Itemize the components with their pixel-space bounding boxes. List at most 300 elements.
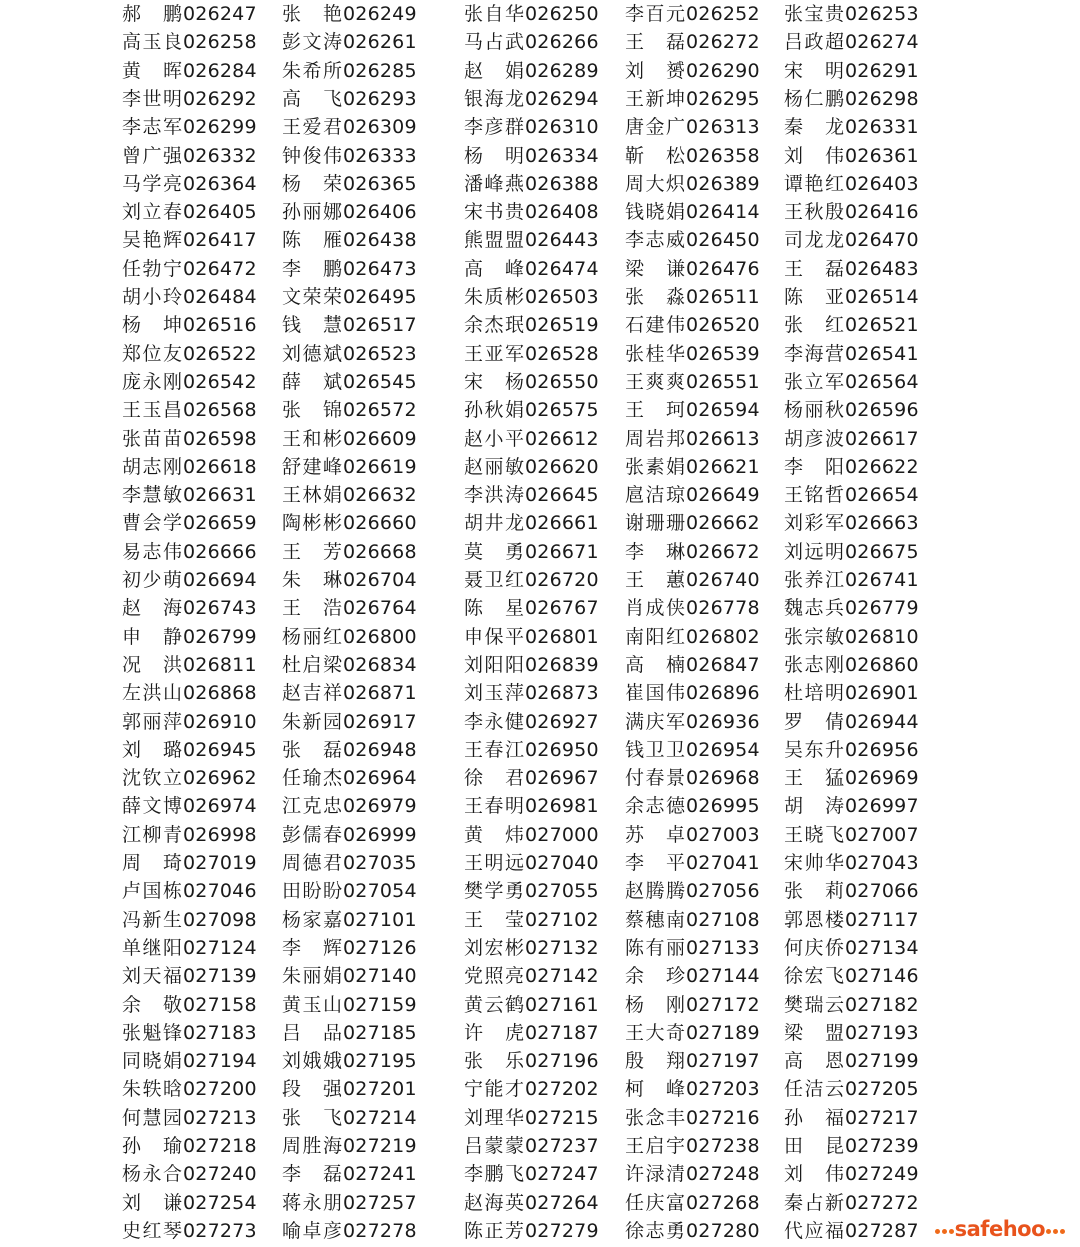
person-id: 026299 [183,116,257,139]
list-item [625,1189,760,1217]
list-item [784,934,919,962]
list-item [464,255,599,283]
list-item [282,708,417,736]
person-name: 罗倩 [784,710,844,733]
list-row [0,679,1080,707]
list-item [784,481,919,509]
list-item [122,481,257,509]
person-name: 李彦群 [464,116,524,139]
person-name: 宁能才 [464,1078,524,1101]
list-item [282,1160,417,1188]
person-name: 李世明 [122,87,182,110]
person-id: 026936 [686,710,760,733]
person-name: 党照亮 [464,965,524,988]
list-row [0,509,1080,537]
list-item [625,226,760,254]
list-item [625,538,760,566]
person-name: 王磊 [625,31,685,54]
list-item [122,849,257,877]
person-id: 027098 [183,908,257,931]
person-name: 陈正芳 [464,1219,524,1242]
list-item [282,1104,417,1132]
person-name: 薛文博 [122,795,182,818]
person-id: 027124 [183,936,257,959]
list-row [0,849,1080,877]
person-id: 026671 [525,540,599,563]
list-item [464,877,599,905]
person-name: 樊学勇 [464,880,524,903]
person-name: 刘宏彬 [464,936,524,959]
person-name: 李洪涛 [464,484,524,507]
person-name: 王大奇 [625,1021,685,1044]
list-item [464,0,599,28]
person-name: 徐君 [464,767,524,790]
list-item [464,538,599,566]
person-name: 许虎 [464,1021,524,1044]
list-item [122,877,257,905]
person-id: 027202 [525,1078,599,1101]
person-id: 026944 [845,710,919,733]
list-item [282,1217,417,1245]
list-item [282,283,417,311]
list-item [625,1075,760,1103]
person-name: 崔国伟 [625,682,685,705]
person-name: 王春江 [464,738,524,761]
person-id: 026545 [343,370,417,393]
list-item [122,425,257,453]
person-name: 江柳青 [122,823,182,846]
person-id: 027102 [525,908,599,931]
person-id: 026417 [183,229,257,252]
person-id: 026476 [686,257,760,280]
list-item [464,85,599,113]
watermark-dots-icon [934,1218,955,1240]
person-name: 郭恩楼 [784,908,844,931]
person-name: 高飞 [282,87,342,110]
list-row [0,708,1080,736]
person-id: 027196 [525,1050,599,1073]
person-name: 蔡穗南 [625,908,685,931]
list-item [282,538,417,566]
person-name: 赵丽敏 [464,455,524,478]
person-name: 王铭哲 [784,484,844,507]
person-id: 027287 [845,1219,919,1242]
list-item [122,142,257,170]
person-name: 初少萌 [122,569,182,591]
list-item [122,1217,257,1245]
list-item [464,594,599,622]
person-name: 王明远 [464,852,524,874]
person-name: 张乐 [464,1050,524,1073]
person-name: 张磊 [282,738,342,761]
list-row [0,792,1080,820]
person-name: 李志军 [122,116,182,139]
person-name: 余珍 [625,965,685,988]
person-name: 杨仁鹏 [784,87,844,110]
list-item [122,538,257,566]
person-id: 026967 [525,767,599,790]
person-name: 黄晖 [122,59,182,82]
person-id: 026660 [343,512,417,535]
list-row [0,1132,1080,1160]
list-row [0,1019,1080,1047]
person-name: 刘彩军 [784,512,844,535]
list-item [625,368,760,396]
person-name: 胡志刚 [122,455,182,478]
person-name: 刘远明 [784,540,844,563]
list-item [122,764,257,792]
list-item [464,425,599,453]
list-item [122,1047,257,1075]
list-item [784,340,919,368]
person-name: 苏卓 [625,823,685,846]
person-id: 027182 [845,993,919,1016]
list-item [282,453,417,481]
person-id: 026612 [525,427,599,450]
person-id: 027214 [343,1106,417,1129]
person-name: 代应福 [784,1219,844,1242]
person-id: 026361 [845,144,919,167]
person-id: 027215 [525,1106,599,1129]
list-item [122,453,257,481]
list-item [122,792,257,820]
list-item [122,594,257,622]
person-name: 段强 [282,1078,342,1101]
list-item [464,764,599,792]
list-row [0,85,1080,113]
person-name: 王珂 [625,399,685,422]
person-id: 027000 [525,823,599,846]
person-name: 张艳 [282,3,342,25]
list-row [0,255,1080,283]
person-name: 张魁锋 [122,1021,182,1044]
person-name: 左洪山 [122,682,182,705]
person-id: 026522 [183,342,257,365]
list-row [0,311,1080,339]
person-id: 027205 [845,1078,919,1101]
person-name: 曹会学 [122,512,182,535]
list-item [464,1047,599,1075]
person-name: 蒋永朋 [282,1191,342,1214]
person-name: 郭丽萍 [122,710,182,733]
person-name: 马占武 [464,31,524,54]
person-id: 027238 [686,1135,760,1157]
person-name: 同晓娟 [122,1050,182,1073]
person-name: 朱希所 [282,59,342,82]
person-name: 彭文涛 [282,31,342,54]
list-row [0,1217,1080,1245]
list-item [282,906,417,934]
person-name: 刘天福 [122,965,182,988]
person-id: 026896 [686,682,760,705]
person-name: 刘理华 [464,1106,524,1129]
person-id: 026541 [845,342,919,365]
person-id: 027159 [343,993,417,1016]
person-id: 026663 [845,512,919,535]
person-id: 026998 [183,823,257,846]
list-item [122,368,257,396]
person-name: 钱慧 [282,314,342,337]
person-name: 杨荣 [282,172,342,195]
list-item [784,566,919,594]
person-id: 026598 [183,427,257,450]
list-item [625,113,760,141]
person-name: 王莹 [464,908,524,931]
person-name: 朱丽娟 [282,965,342,988]
person-name: 王秋殷 [784,201,844,224]
person-id: 026981 [525,795,599,818]
person-id: 026284 [183,59,257,82]
list-item [464,198,599,226]
list-item [282,368,417,396]
person-name: 刘璐 [122,738,182,761]
person-name: 王春明 [464,795,524,818]
list-item [122,509,257,537]
person-name: 赵吉祥 [282,682,342,705]
list-item [784,509,919,537]
person-name: 张桂华 [625,342,685,365]
person-id: 026572 [343,399,417,422]
person-name: 张莉 [784,880,844,903]
person-id: 026539 [686,342,760,365]
list-item [122,623,257,651]
person-id: 026811 [183,653,257,676]
person-name: 史红琴 [122,1219,182,1242]
list-item [784,85,919,113]
person-name: 刘赟 [625,59,685,82]
list-item [784,425,919,453]
list-item [464,1104,599,1132]
person-name: 吕蒙蒙 [464,1135,524,1157]
person-name: 冯新生 [122,908,182,931]
person-name: 杜启梁 [282,653,342,676]
list-item [282,198,417,226]
person-id: 026473 [343,257,417,280]
list-item [625,198,760,226]
list-item [122,1075,257,1103]
person-name: 孙瑜 [122,1135,182,1157]
person-id: 026945 [183,738,257,761]
person-name: 张淼 [625,286,685,308]
list-row [0,226,1080,254]
person-name: 银海龙 [464,87,524,110]
person-name: 任勃宁 [122,257,182,280]
list-row [0,0,1080,28]
person-id: 027219 [343,1135,417,1157]
list-item [464,962,599,990]
person-id: 026779 [845,597,919,620]
list-item [464,1075,599,1103]
person-id: 027254 [183,1191,257,1214]
list-item [625,481,760,509]
person-id: 026659 [183,512,257,535]
list-item [282,170,417,198]
person-id: 026662 [686,512,760,535]
person-id: 026405 [183,201,257,224]
person-id: 027217 [845,1106,919,1129]
person-name: 赵小平 [464,427,524,450]
list-item [282,1019,417,1047]
list-row [0,453,1080,481]
person-id: 027240 [183,1163,257,1186]
list-item [464,509,599,537]
person-name: 周岩邦 [625,427,685,450]
list-item [784,991,919,1019]
person-id: 026443 [525,229,599,252]
list-item [122,1189,257,1217]
person-id: 027218 [183,1135,257,1157]
person-name: 胡彦波 [784,427,844,450]
person-id: 026668 [343,540,417,563]
list-item [464,283,599,311]
person-id: 027216 [686,1106,760,1129]
list-row [0,764,1080,792]
person-name: 郑位友 [122,342,182,365]
person-name: 周琦 [122,852,182,874]
list-row [0,991,1080,1019]
person-id: 026388 [525,172,599,195]
list-item [625,340,760,368]
person-id: 027241 [343,1163,417,1186]
person-name: 任庆富 [625,1191,685,1214]
person-name: 李海营 [784,342,844,365]
person-id: 027257 [343,1191,417,1214]
watermark-logo [934,1217,1066,1239]
list-item [282,792,417,820]
person-id: 026408 [525,201,599,224]
person-id: 027239 [845,1135,919,1157]
list-item [282,28,417,56]
person-name: 扈洁琼 [625,484,685,507]
list-item [784,28,919,56]
person-id: 027134 [845,936,919,959]
person-name: 满庆军 [625,710,685,733]
list-item [625,1160,760,1188]
person-name: 陈雁 [282,229,342,252]
person-name: 李磊 [282,1163,342,1186]
person-name: 石建伟 [625,314,685,337]
person-id: 026474 [525,257,599,280]
list-item [625,679,760,707]
list-row [0,736,1080,764]
person-id: 026609 [343,427,417,450]
list-item [784,255,919,283]
list-item [625,311,760,339]
person-id: 027183 [183,1021,257,1044]
person-id: 027007 [845,823,919,846]
list-item [122,1132,257,1160]
person-name: 李鹏 [282,257,342,280]
person-id: 027249 [845,1163,919,1186]
person-id: 027055 [525,880,599,903]
list-item [282,1189,417,1217]
person-id: 026414 [686,201,760,224]
person-id: 026542 [183,370,257,393]
person-name: 柯峰 [625,1078,685,1101]
person-name: 梁盟 [784,1021,844,1044]
person-id: 027172 [686,993,760,1016]
person-id: 026873 [525,682,599,705]
person-name: 刘伟 [784,1163,844,1186]
person-name: 高楠 [625,653,685,676]
person-id: 026740 [686,569,760,591]
list-item [122,679,257,707]
person-id: 026621 [686,455,760,478]
person-id: 027273 [183,1219,257,1242]
person-id: 026365 [343,172,417,195]
person-id: 027132 [525,936,599,959]
person-id: 026334 [525,144,599,167]
person-name: 田盼盼 [282,880,342,903]
person-name: 王玉昌 [122,399,182,422]
person-id: 026310 [525,116,599,139]
list-item [122,170,257,198]
person-name: 郝鹏 [122,3,182,25]
person-name: 莫勇 [464,540,524,563]
person-id: 026802 [686,625,760,648]
person-id: 026799 [183,625,257,648]
person-name: 张素娟 [625,455,685,478]
person-id: 026618 [183,455,257,478]
list-item [464,623,599,651]
list-item [625,1019,760,1047]
person-name: 薛斌 [282,370,342,393]
list-row [0,198,1080,226]
list-item [282,113,417,141]
list-item [784,764,919,792]
list-item [625,396,760,424]
person-name: 杨永合 [122,1163,182,1186]
person-name: 况洪 [122,653,182,676]
person-name: 钱卫卫 [625,738,685,761]
person-id: 026285 [343,59,417,82]
watermark-text: safehoo [954,1216,1045,1241]
person-name: 张自华 [464,3,524,25]
person-id: 026999 [343,823,417,846]
person-id: 026979 [343,795,417,818]
list-item [784,170,919,198]
list-item [464,1019,599,1047]
person-id: 026295 [686,87,760,110]
person-id: 027197 [686,1050,760,1073]
list-item [464,170,599,198]
person-id: 026974 [183,795,257,818]
person-id: 026962 [183,767,257,790]
person-id: 026550 [525,370,599,393]
person-id: 026834 [343,653,417,676]
list-item [282,934,417,962]
person-id: 026617 [845,427,919,450]
person-name: 彭儒春 [282,823,342,846]
list-item [464,934,599,962]
person-id: 026997 [845,795,919,818]
person-id: 026948 [343,738,417,761]
list-item [784,1132,919,1160]
person-name: 任瑜杰 [282,767,342,790]
person-id: 027279 [525,1219,599,1242]
person-id: 026252 [686,3,760,25]
list-item [784,623,919,651]
person-id: 026661 [525,512,599,535]
person-name: 喻卓彦 [282,1219,342,1242]
person-name: 张念丰 [625,1106,685,1129]
person-id: 026568 [183,399,257,422]
person-name: 赵海 [122,597,182,620]
list-item [122,821,257,849]
list-item [122,1104,257,1132]
list-item [464,849,599,877]
list-item [464,311,599,339]
